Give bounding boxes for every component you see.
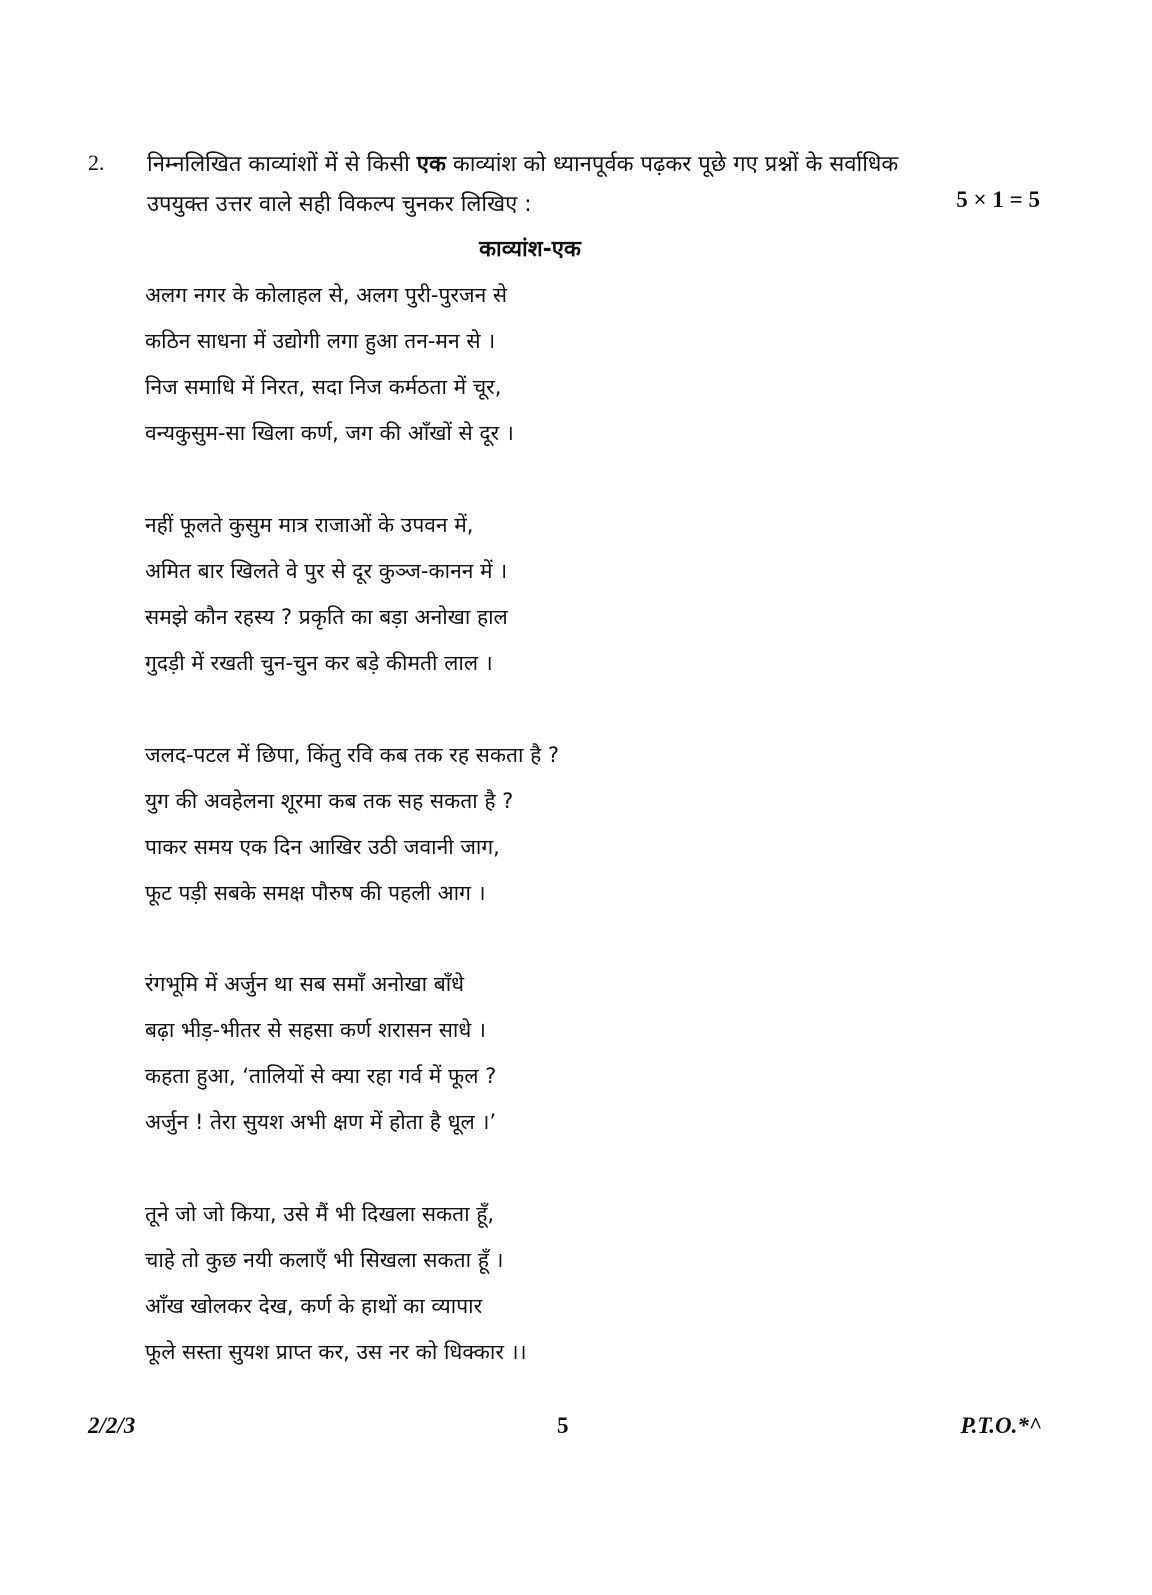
question-number: 2. — [88, 150, 105, 175]
pto-label: P.T.O.*^ — [960, 1413, 1042, 1438]
instruction-text-after: काव्यांश को ध्यानपूर्वक पढ़कर पूछे गए प्रश्नों के सर्वाधिक — [445, 152, 899, 177]
verse-line: जलद-पटल में छिपा, किंतु रवि कब तक रह सकता है ? — [145, 743, 560, 767]
stanza-5 — [145, 1191, 527, 1375]
verse-line: अर्जुन ! तेरा सुयश अभी क्षण में होता है धूल ।’ — [145, 1110, 497, 1134]
instruction-text-before: निम्नलिखित काव्यांशों में से किसी — [147, 152, 417, 177]
stanza-1 — [145, 272, 514, 456]
stanza-2 — [145, 502, 508, 686]
stanza-3 — [145, 732, 559, 916]
stanza-4 — [145, 961, 496, 1145]
verse-line: तूने जो जो किया, उसे मैं भी दिखला सकता हूँ, — [145, 1202, 495, 1226]
verse-line: रंगभूमि में अर्जुन था सब समाँ अनोखा बाँधे — [145, 972, 465, 996]
verse-line: बढ़ा भीड़-भीतर से सहसा कर्ण शरासन साधे । — [145, 1018, 486, 1042]
verse-line: नहीं फूलते कुसुम मात्र राजाओं के उपवन में, — [145, 513, 474, 537]
question-instruction-line-2: उपयुक्त उत्तर वाले सही विकल्प चुनकर लिखिए : — [147, 192, 532, 217]
verse-line: पाकर समय एक दिन आखिर उठी जवानी जाग, — [145, 835, 500, 859]
section-title: काव्यांश-एक — [479, 237, 581, 262]
verse-line: समझे कौन रहस्य ? प्रकृति का बड़ा अनोखा हाल — [145, 605, 508, 629]
question-marks: 5 × 1 = 5 — [956, 187, 1040, 212]
page-number: 5 — [557, 1413, 569, 1438]
verse-line: गुदड़ी में रखती चुन-चुन कर बड़े कीमती लाल । — [145, 651, 493, 675]
verse-line: निज समाधि में निरत, सदा निज कर्मठता में चूर, — [145, 375, 502, 399]
verse-line: कहता हुआ, ‘तालियों से क्या रहा गर्व में फूल ? — [145, 1064, 497, 1088]
verse-line: कठिन साधना में उद्योगी लगा हुआ तन-मन से । — [145, 329, 496, 353]
verse-line: युग की अवहेलना शूरमा कब तक सह सकता है ? — [145, 789, 514, 813]
verse-line: अमित बार खिलते वे पुर से दूर कुञ्ज-कानन में । — [145, 559, 508, 583]
verse-line: अलग नगर के कोलाहल से, अलग पुरी-पुरजन से — [145, 283, 508, 307]
verse-line: फूट पड़ी सबके समक्ष पौरुष की पहली आग । — [145, 881, 486, 905]
question-instruction-line-1 — [147, 148, 898, 178]
verse-line: वन्यकुसुम-सा खिला कर्ण, जग की आँखों से दूर । — [145, 421, 514, 445]
verse-line: फूले सस्ता सुयश प्राप्त कर, उस नर को धिक्कार ।। — [145, 1340, 527, 1364]
instruction-emphasis: एक — [416, 152, 446, 177]
paper-code: 2/2/3 — [88, 1413, 136, 1438]
verse-line: आँख खोलकर देख, कर्ण के हाथों का व्यापार — [145, 1294, 483, 1318]
verse-line: चाहे तो कुछ नयी कलाएँ भी सिखला सकता हूँ । — [145, 1248, 504, 1272]
